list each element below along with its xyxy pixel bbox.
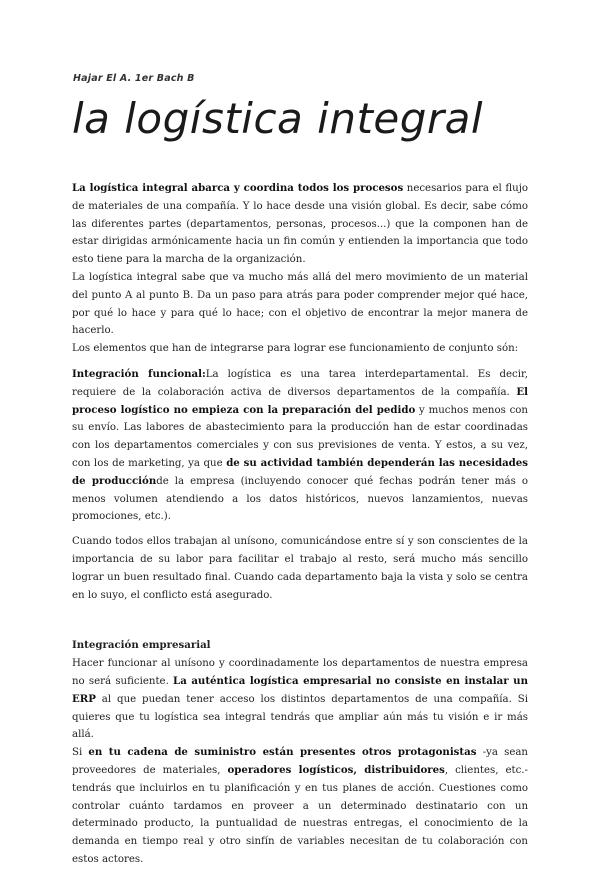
funcional-text-1: La logística es una tarea interdepartamental. Es decir, requiere de la colaboración activa de diversos departamentos de la compañía. [72,368,528,398]
empresarial-text-5: , clientes, etc.- tendrás que incluirlos en tu planificación y en tus planes de acción. Cuestiones como controlar cuánto tardamos en proveer a un determinado destinatario con un determinado producto, la puntualidad de nuestras entregas, el conocimiento de la demanda en tiempo real y otro sinfín de variables necesitan de tu colaboración con estos actores. [72,764,528,865]
empresarial-text-1: Hacer funcionar al unísono y coordinadamente los departamentos de nuestra empresa no será suficiente. [72,658,528,687]
funcional-bold-2: de su actividad también dependerán las necesidades de producción [72,456,529,487]
funcional-text-2: y muchos menos con su envío. Las labores de abastecimiento para la producción han de estar coordinadas con los departamentos comerciales y con sus previsiones de venta. Y estos, a su vez, con los de marketing, ya que [72,404,528,469]
funcional-text-3: de la empresa (incluyendo conocer qué fechas podrán tener más o menos volumen atendiendo a los datos históricos, nuevos lanzamientos, nuevas promociones, etc.). [72,475,528,523]
spacer [72,604,528,637]
funcional-paragraph-2: Cuando todos ellos trabajan al unísono, comunicándose entre sí y son conscientes de la importancia de su labor para facilitar el trabajo al resto, será mucho más sencillo lograr un buen resultado final. Cuando cada departamento baja la vista y solo se centra en lo suyo, el conflicto está asegurado. [72,536,528,601]
funcional-heading: Integración funcional: [72,367,206,380]
page-title: la logística integral [72,94,484,143]
document-body [72,180,528,869]
empresarial-text-4: -ya sean proveedores de materiales, [72,747,528,776]
empresarial-text-3: Si [72,747,89,759]
empresarial-text-2: al que puedan tener acceso los distintos departamentos de una compañía. Si quieres que tu logística sea integral tendrás que ampliar aún más tu visión e ir más allá. [72,693,528,741]
author-line: Hajar El A. 1er Bach B [73,73,195,84]
funcional-paragraph-1 [72,366,528,526]
empresarial-bold-1: La auténtica logística empresarial no consiste en instalar un ERP [72,674,528,705]
funcional-bold-1: El proceso logístico no empieza con la preparación del pedido [72,385,528,416]
intro-paragraph-3: Los elementos que han de integrarse para lograr ese funcionamiento de conjunto són: [72,343,519,355]
empresarial-bold-2: en tu cadena de suministro están presentes otros protagonistas [88,746,477,759]
empresarial-bold-3: operadores logísticos, distribuidores [227,763,445,776]
intro-bold-phrase: La logística integral abarca y coordina todos los procesos [72,182,404,194]
intro-paragraph-2: La logística integral sabe que va mucho más allá del mero movimiento de un material del punto A al punto B. Da un paso para atrás para poder comprender mejor qué hace, por qué lo hace y para qué lo hace; con el objetivo de encontrar la mejor manera de hacerlo. [72,271,528,337]
empresarial-paragraph-2 [72,744,528,869]
intro-text: necesarios para el flujo de materiales de una compañía. Y lo hace desde una visión global. Es decir, sabe cómo las diferentes partes (departamentos, personas, procesos...) que la componen han de estar dirigidas armónicamente hacia un fin común y entienden la importancia que todo esto tiene para la marcha de la organización. [72,183,528,266]
spacer [72,358,528,366]
empresarial-paragraph-1 [72,655,528,744]
empresarial-heading: Integración empresarial [72,639,211,652]
spacer [72,526,528,533]
intro-paragraph-1 [72,180,528,269]
